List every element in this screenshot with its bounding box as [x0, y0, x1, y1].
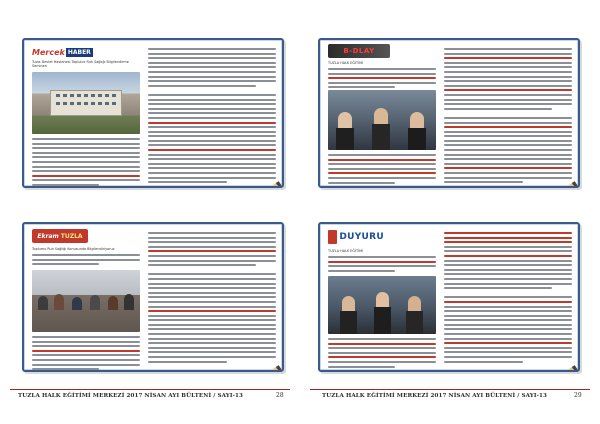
article-caption: TUZLA HALK EĞİTİMİ: [328, 61, 364, 65]
article-text-top: [32, 254, 140, 268]
ekram-tuzla-logo: Ekram TUZLA: [32, 229, 88, 243]
page-number: 28: [276, 392, 284, 399]
article-text-left: [328, 338, 436, 370]
article-text-top: [328, 256, 436, 274]
article-panel-duyuru: [318, 222, 580, 372]
article-panel-bdlay: [318, 38, 580, 188]
article-text-right: [148, 232, 276, 365]
right-page: [300, 0, 600, 424]
article-text-top: [328, 68, 436, 91]
duyuru-logo: DUYURU: [328, 229, 384, 245]
footer-text: TUZLA HALK EĞİTİMİ MERKEZİ 2017 NİSAN AYI BÜLTENİ / SAYI-13: [322, 393, 547, 399]
bdlay-logo: B-DLAY: [328, 44, 390, 58]
page-number: 29: [574, 392, 582, 399]
article-text-left: [328, 154, 436, 186]
seminar-photo: [32, 270, 140, 332]
pencil-icon: [557, 365, 578, 372]
hospital-photo: [32, 72, 140, 134]
article-panel-ekram: [22, 222, 284, 372]
article-caption: TUZLA HALK EĞİTİMİ: [328, 249, 364, 253]
footer-text: TUZLA HALK EĞİTİMİ MERKEZİ 2017 NİSAN AYI BÜLTENİ / SAYI-13: [18, 393, 243, 399]
footer-rule: [10, 389, 290, 390]
article-text-left: [32, 336, 140, 372]
article-text-right: [148, 48, 276, 186]
article-text-right: [444, 232, 572, 365]
footer-rule: [310, 389, 590, 390]
article-text-right: [444, 48, 572, 186]
mercek-haber-logo: Mercek HABER: [32, 47, 91, 57]
group-photo: [328, 90, 436, 150]
article-caption: Toplumu Ruh Sağlığı Konusunda Bilgilendiriyoruz: [32, 247, 115, 251]
group-photo: [328, 276, 436, 334]
article-panel-mercek: [22, 38, 284, 188]
article-caption: Tuzla Devlet Hastanesi Topluluk Ruh Sağlığı Bilgilendirme Semineri: [32, 60, 129, 68]
pencil-icon: [261, 365, 282, 372]
article-text-left: [32, 138, 140, 188]
